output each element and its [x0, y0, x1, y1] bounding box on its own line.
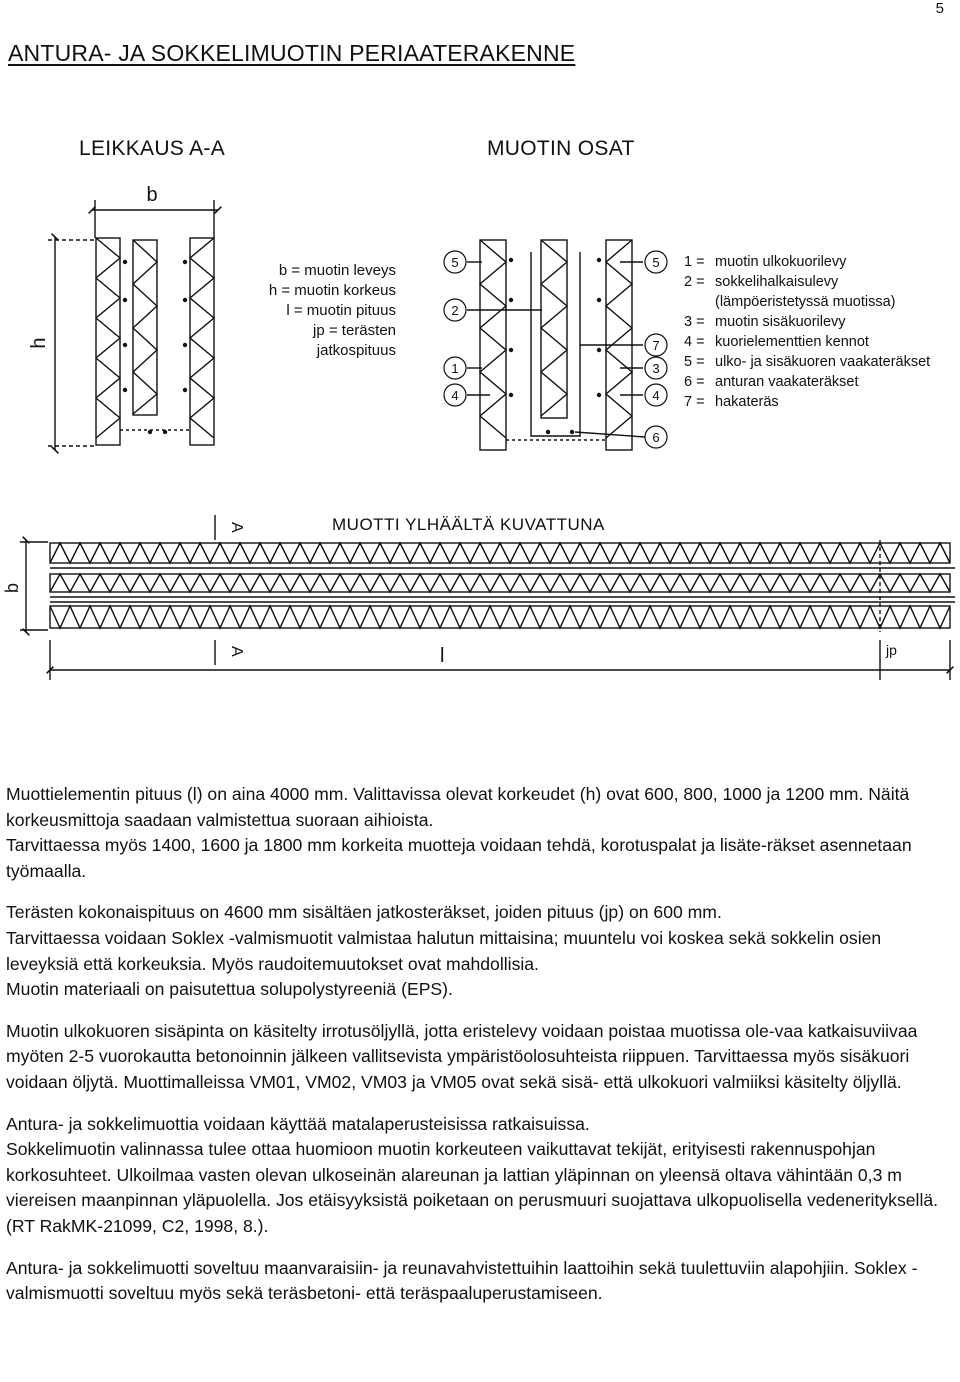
cut-label-bottom: A [228, 646, 245, 657]
legend-text: anturan vaakateräkset [715, 374, 859, 390]
abbr-line: jp = terästen [313, 322, 396, 339]
legend-text: hakateräs [715, 394, 779, 410]
paragraph: Muotin ulkokuoren sisäpinta on käsitelty irrotusöljyllä, jotta eristelevy voidaan poistaa muotissa ole-vaa katkaisuviivaa myöten 2-5 vuorokautta betonoinnin jälkeen vallitsevista ympäristöolosuhteista riippuen. Tarvittaessa myös sisäkuori voidaan öljytä. Muottimalleissa VM01, VM02, VM03 ja VM05 ovat sekä sisä- että ulkokuori valmiiksi käsitelty öljyllä. [6, 1020, 918, 1092]
parts-drawing [444, 240, 667, 450]
page-title: ANTURA- JA SOKKELIMUOTIN PERIAATERAKENNE [8, 40, 576, 66]
part-marker: 6 [652, 430, 660, 445]
part-marker: 5 [451, 255, 459, 270]
plan-width-label: b [2, 582, 22, 594]
legend-number: 2 = [684, 274, 705, 290]
abbr-line: b = muotin leveys [278, 262, 396, 279]
legend-text: (lämpöeristetyssä muotissa) [715, 294, 896, 310]
part-marker: 4 [451, 388, 459, 403]
paragraph: Terästen kokonaispituus on 4600 mm sisältäen jatkosteräkset, joiden pituus (jp) on 600 mm. [6, 902, 722, 923]
paragraph: Tarvittaessa myös 1400, 1600 ja 1800 mm korkeita muotteja voidaan tehdä, korotuspalat ja lisäte-räkset asennetaan työmaalla. [6, 835, 912, 881]
paragraph: Muottielementin pituus (l) on aina 4000 mm. Valittavissa olevat korkeudet (h) ovat 600, 800, 1000 ja 1200 mm. Näitä korkeusmittoja saadaan valmistettua suoraan aihioista. [6, 784, 910, 830]
legend-number: 5 = [684, 354, 705, 370]
paragraph: Tarvittaessa voidaan Soklex -valmismuotit valmistaa halutun mittaisina; muuntelu voi koskea sekä sokkelin osien leveyksiä että korkeuksia. Myös raudoitemuutokset ovat mahdollisia. [6, 927, 882, 974]
legend-text: sokkelihalkaisulevy [715, 274, 839, 290]
height-label: h [28, 337, 50, 349]
abbr-line: h = muotin korkeus [268, 282, 396, 299]
legend-number: 4 = [684, 334, 705, 350]
plan-length-label: l [440, 645, 445, 667]
abbr-line: l = muotin pituus [286, 302, 396, 319]
legend-text: muotin ulkokuorilevy [715, 254, 847, 270]
legend-number: 3 = [684, 314, 705, 330]
body-text [6, 782, 950, 1307]
section-heading-cross-section: LEIKKAUS A-A [79, 137, 225, 160]
plan-view [2, 515, 955, 680]
legend-text: ulko- ja sisäkuoren vaakateräkset [715, 354, 931, 370]
plan-view-title: MUOTTI YLHÄÄLTÄ KUVATTUNA [332, 515, 605, 534]
cut-label-top: A [228, 522, 245, 533]
part-marker: 4 [652, 388, 660, 403]
part-marker: 2 [451, 303, 459, 318]
section-heading-parts: MUOTIN OSAT [487, 137, 635, 160]
page-number: 5 [935, 0, 944, 17]
legend-number: 7 = [684, 394, 705, 410]
legend-text: muotin sisäkuorilevy [715, 314, 846, 330]
cross-section-a-a [28, 184, 218, 450]
width-label: b [146, 184, 158, 206]
legend-number: 6 = [684, 374, 705, 390]
paragraph: Antura- ja sokkelimuotti soveltuu maanvaraisiin- ja reunavahvistettuihin laattoihin sekä tuulettuviin alapohjiin. Soklex -valmismuotti soveltuu myös sekä teräsbetoni- että teräspaaluperustamiseen. [6, 1257, 918, 1304]
part-marker: 3 [652, 361, 660, 376]
paragraph: Antura- ja sokkelimuottia voidaan käyttää matalaperusteisissa ratkaisuissa. [6, 1113, 590, 1134]
part-marker: 5 [652, 255, 660, 270]
legend-text: kuorielementtien kennot [715, 334, 869, 350]
part-marker: 7 [652, 338, 660, 353]
plan-splice-label: jp [886, 642, 897, 658]
paragraph: Sokkelimuotin valinnassa tulee ottaa huomioon muotin korkeuteen vaikuttavat tekijät, erityisesti rakennuspohjan korkosuhteet. Ulkoilmaa vasten olevan ulkoseinän alareunan ja lattian yläpinnan on yleensä oltava vähintään 0,3 m viereisen maanpinnan yläpuolella. Jos etäisyyksistä poiketaan on perusmuuri suojattava ulkopuolisella vedenerityksellä. (RT RakMK-21099, C2, 1998, 8.). [6, 1139, 939, 1236]
abbr-line: jatkospituus [316, 342, 396, 359]
legend-number: 1 = [684, 254, 705, 270]
paragraph: Muotin materiaali on paisutettua solupolystyreeniä (EPS). [6, 979, 453, 1000]
part-marker: 1 [451, 361, 459, 376]
